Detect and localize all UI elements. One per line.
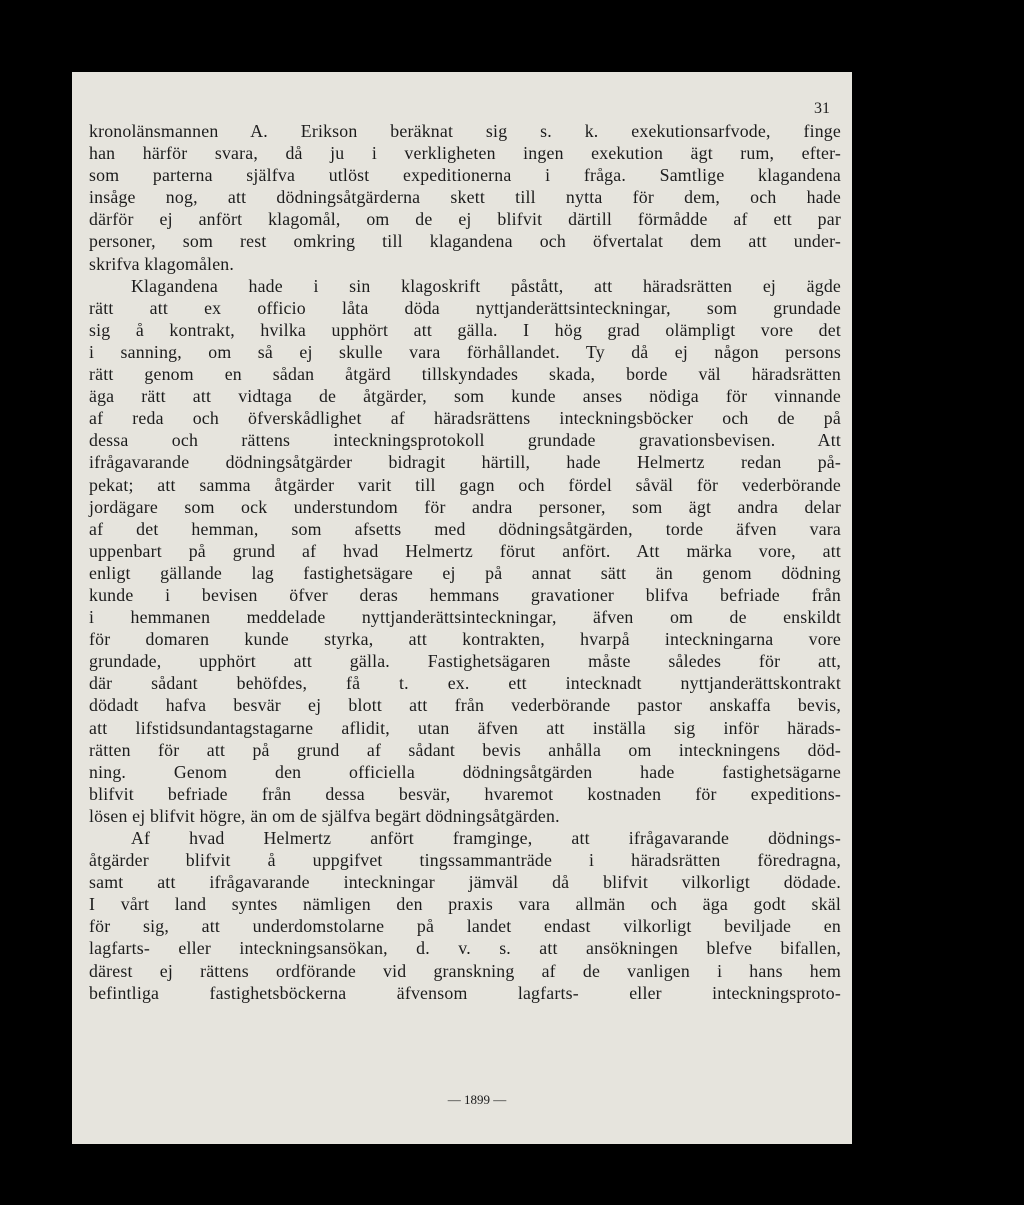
text-line: kronolänsmannen A. Erikson beräknat sig s. k. exekutionsarfvode, finge <box>89 121 841 141</box>
text-line: ning. Genom den officiella dödningsåtgärden hade fastighetsägarne <box>89 761 841 782</box>
page-number: 31 <box>814 100 830 117</box>
text-line: uppenbart på grund af hvad Helmertz förut anfört. Att märka vore, att <box>89 540 841 561</box>
text-line: han härför svara, då ju i verkligheten ingen exekution ägt rum, efter- <box>89 143 841 164</box>
text-line: för sig, att underdomstolarne på landet endast vilkorligt beviljade en <box>89 916 841 937</box>
body-text <box>89 120 841 1004</box>
text-line: rätt genom en sådan åtgärd tillskyndades skada, borde väl häradsrätten <box>89 364 841 385</box>
text-line: äga rätt att vidtaga de åtgärder, som kunde anses nödiga för vinnande <box>89 386 841 407</box>
text-line: grundade, upphört att gälla. Fastighetsägaren måste således för att, <box>89 651 841 672</box>
page-footer-year: — 1899 — <box>447 1092 507 1107</box>
text-line: af det hemman, som afsetts med dödningsåtgärden, torde äfven vara <box>89 518 841 539</box>
text-line: af reda och öfverskådlighet af häradsrättens inteckningsböcker och de på <box>89 408 841 429</box>
text-line: för domaren kunde styrka, att kontrakten, hvarpå inteckningarna vore <box>89 629 841 650</box>
text-line: i sanning, om så ej skulle vara förhållandet. Ty då ej någon persons <box>89 341 841 362</box>
text-line: lösen ej blifvit högre, än om de själfva begärt dödningsåtgärden. <box>89 805 560 826</box>
text-line: i hemmanen meddelade nyttjanderättsinteckningar, äfven om de enskildt <box>89 607 841 628</box>
text-line: dödadt hafva besvär ej blott att från vederbörande pastor anskaffa bevis, <box>89 695 841 716</box>
text-line: Klagandena hade i sin klagoskrift påstått, att häradsrätten ej ägde <box>131 275 841 296</box>
text-line: skrifva klagomålen. <box>89 253 235 274</box>
document-page <box>72 72 852 1144</box>
text-line: pekat; att samma åtgärder varit till gagn och fördel såväl för vederbörande <box>89 474 841 495</box>
text-line: rätten för att på grund af sådant bevis anhålla om inteckningens död- <box>89 739 841 760</box>
text-line: att lifstidsundantagstagarne aflidit, utan äfven att inställa sig inför härads- <box>89 717 841 738</box>
text-line: I vårt land syntes nämligen den praxis vara allmän och äga godt skäl <box>89 894 841 915</box>
text-line: där sådant behöfdes, få t. ex. ett intecknadt nyttjanderättskontrakt <box>89 673 841 694</box>
text-line: ifrågavarande dödningsåtgärder bidragit härtill, hade Helmertz redan på- <box>89 452 841 473</box>
text-line: befintliga fastighetsböckerna äfvensom lagfarts- eller inteckningsproto- <box>89 982 841 1003</box>
text-line: sig å kontrakt, hvilka upphört att gälla. I hög grad olämpligt vore det <box>89 319 841 340</box>
text-line: därför ej anfört klagomål, om de ej blifvit därtill förmådde af ett par <box>89 209 841 230</box>
text-line: personer, som rest omkring till klagandena och öfvertalat dem att under- <box>89 231 841 252</box>
text-line: åtgärder blifvit å uppgifvet tingssammanträde i häradsrätten föredragna, <box>89 850 841 871</box>
text-line: insåge nog, att dödningsåtgärderna skett till nytta för dem, och hade <box>89 187 841 208</box>
text-line: därest ej rättens ordförande vid granskning af de vanligen i hans hem <box>89 960 841 981</box>
text-line: dessa och rättens inteckningsprotokoll grundade gravationsbevisen. Att <box>89 430 841 451</box>
text-line: blifvit befriade från dessa besvär, hvaremot kostnaden för expeditions- <box>89 783 841 804</box>
text-line: Af hvad Helmertz anfört framginge, att ifrågavarande dödnings- <box>131 828 841 848</box>
text-line: samt att ifrågavarande inteckningar jämväl då blifvit vilkorligt dödade. <box>89 872 841 893</box>
text-line: enligt gällande lag fastighetsägare ej på annat sätt än genom dödning <box>89 562 841 583</box>
text-line: jordägare som ock understundom för andra personer, som ägt andra delar <box>89 496 841 517</box>
text-line: kunde i bevisen öfver deras hemmans gravationer blifva befriade från <box>89 584 841 605</box>
text-line: rätt att ex officio låta döda nyttjanderättsinteckningar, som grundade <box>89 297 841 318</box>
text-line: som parterna själfva utlöst expeditionerna i fråga. Samtlige klagandena <box>89 165 841 186</box>
text-line: lagfarts- eller inteckningsansökan, d. v. s. att ansökningen blefve bifallen, <box>89 938 841 959</box>
